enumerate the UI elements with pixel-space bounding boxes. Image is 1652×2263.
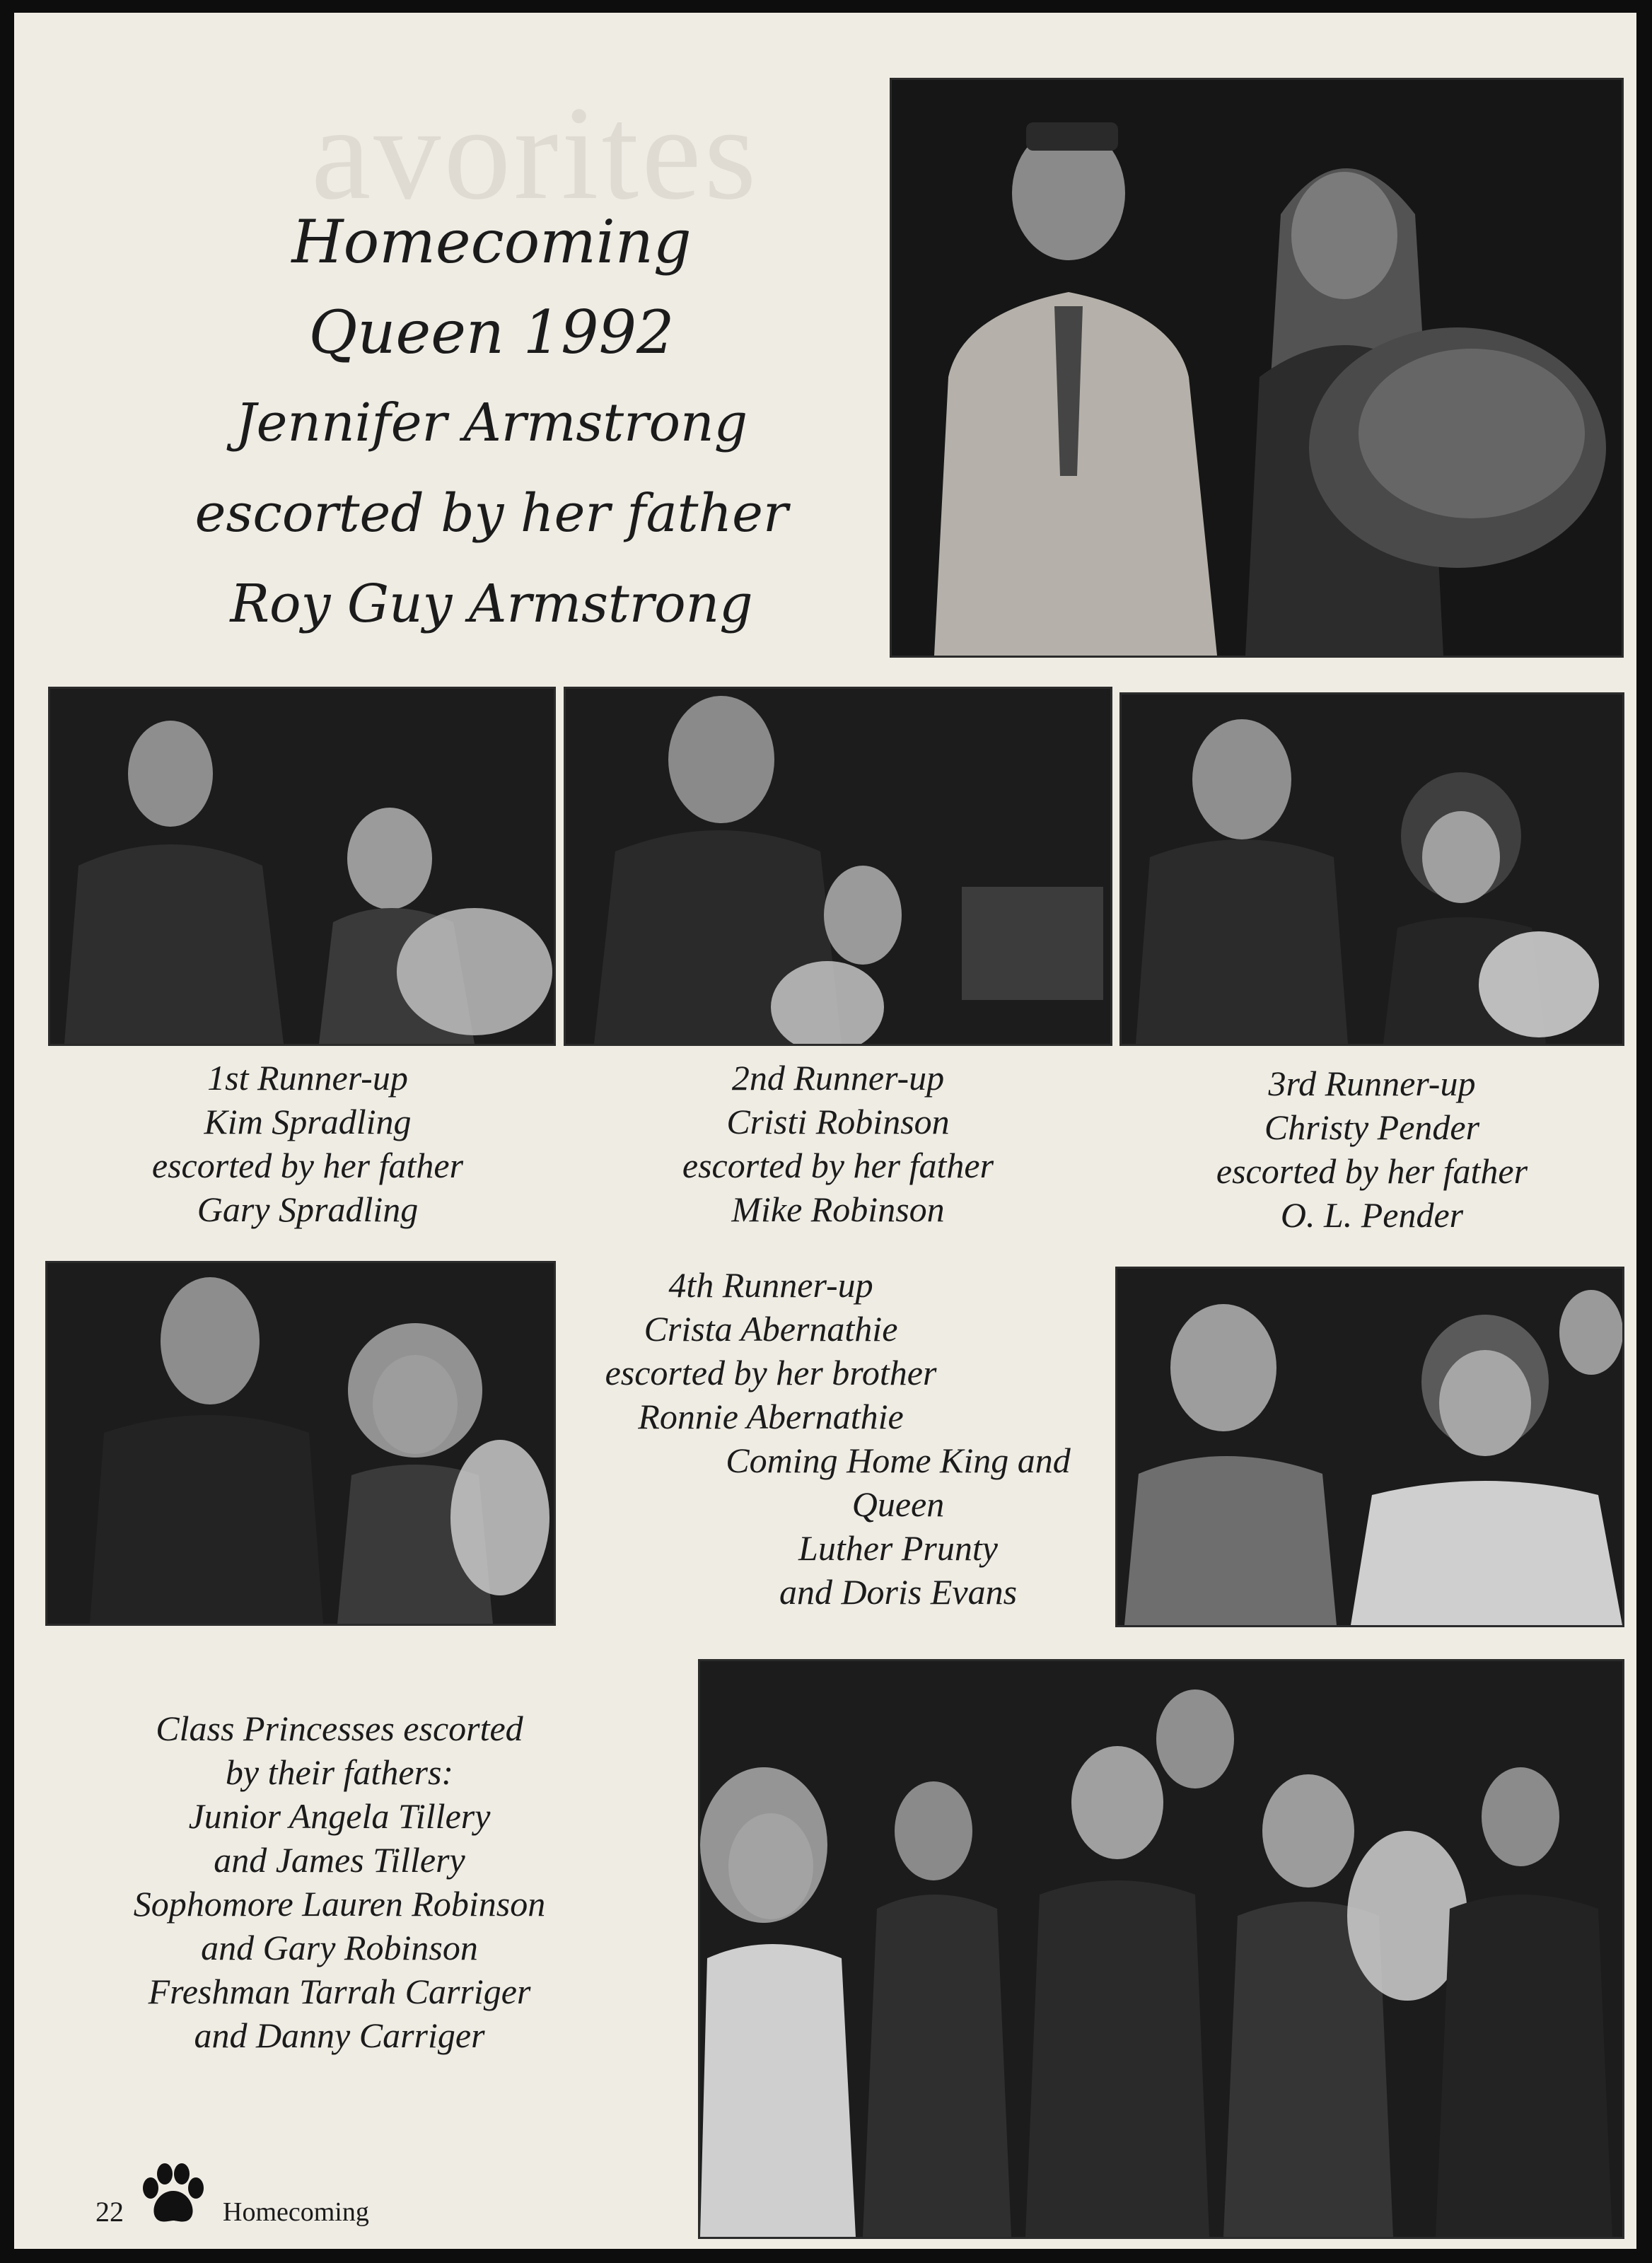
princesses-line-5: Sophomore Lauren Robinson bbox=[133, 1884, 546, 1924]
princesses-line-2: by their fathers: bbox=[225, 1752, 454, 1792]
runner-up-4-escort-name: Ronnie Abernathie bbox=[638, 1397, 904, 1436]
runner-up-2-caption bbox=[601, 1056, 1075, 1231]
princesses-caption bbox=[85, 1706, 594, 2057]
runner-up-1-place: 1st Runner-up bbox=[207, 1058, 408, 1098]
coming-home-photo bbox=[1115, 1267, 1624, 1627]
runner-up-2-escort-name: Mike Robinson bbox=[731, 1189, 945, 1229]
runner-up-3-name: Christy Pender bbox=[1264, 1107, 1480, 1147]
page-number: 22 bbox=[95, 2196, 124, 2228]
page-footer bbox=[95, 2177, 369, 2226]
runner-up-4-caption bbox=[552, 1263, 990, 1438]
runner-up-2-place: 2nd Runner-up bbox=[731, 1058, 945, 1098]
queen-title-block bbox=[149, 197, 834, 649]
runner-up-2-photo bbox=[564, 687, 1112, 1046]
runner-up-1-caption bbox=[71, 1056, 545, 1231]
princesses-line-3: Junior Angela Tillery bbox=[188, 1796, 491, 1836]
runner-up-4-escort-line: escorted by her brother bbox=[605, 1353, 937, 1392]
runner-up-3-place: 3rd Runner-up bbox=[1268, 1064, 1476, 1103]
section-title: Homecoming bbox=[223, 2197, 369, 2227]
runner-up-3-escort-line: escorted by her father bbox=[1216, 1151, 1528, 1191]
princesses-line-7: Freshman Tarrah Carriger bbox=[148, 1972, 531, 2011]
queen-name: Jennifer Armstrong bbox=[235, 392, 748, 453]
runner-up-4-photo bbox=[45, 1261, 556, 1626]
runner-up-1-photo bbox=[48, 687, 556, 1046]
coming-home-line2: Queen bbox=[851, 1484, 945, 1524]
runner-up-3-photo bbox=[1119, 692, 1624, 1046]
princesses-line-8: and Danny Carriger bbox=[194, 2015, 485, 2055]
paw-print-icon bbox=[138, 2163, 209, 2226]
runner-up-1-name: Kim Spradling bbox=[204, 1102, 412, 1141]
runner-up-4-place: 4th Runner-up bbox=[668, 1265, 873, 1305]
princesses-line-6: and Gary Robinson bbox=[201, 1928, 478, 1967]
queen-title-line1: Homecoming bbox=[291, 207, 692, 277]
runner-up-1-escort-line: escorted by her father bbox=[151, 1146, 464, 1185]
queen-escort-name: Roy Guy Armstrong bbox=[230, 574, 753, 634]
coming-home-line3: Luther Prunty bbox=[798, 1528, 998, 1568]
runner-up-1-escort-name: Gary Spradling bbox=[197, 1189, 419, 1229]
runner-up-3-escort-name: O. L. Pender bbox=[1280, 1195, 1464, 1235]
queen-title-line2: Queen 1992 bbox=[308, 298, 675, 367]
queen-escort-line: escorted by her father bbox=[194, 483, 789, 544]
coming-home-caption bbox=[679, 1438, 1117, 1614]
runner-up-3-caption bbox=[1135, 1061, 1609, 1237]
ghost-show-through-text: avorites bbox=[311, 79, 760, 228]
princesses-line-1: Class Princesses escorted bbox=[156, 1709, 523, 1748]
class-princesses-photo bbox=[698, 1659, 1624, 2239]
princesses-line-4: and James Tillery bbox=[214, 1840, 465, 1880]
runner-up-2-name: Cristi Robinson bbox=[726, 1102, 950, 1141]
runner-up-2-escort-line: escorted by her father bbox=[682, 1146, 994, 1185]
queen-photo bbox=[890, 78, 1624, 658]
yearbook-page bbox=[14, 13, 1636, 2249]
runner-up-4-name: Crista Abernathie bbox=[644, 1309, 898, 1349]
coming-home-line1: Coming Home King and bbox=[726, 1441, 1071, 1480]
coming-home-line4: and Doris Evans bbox=[779, 1572, 1018, 1612]
